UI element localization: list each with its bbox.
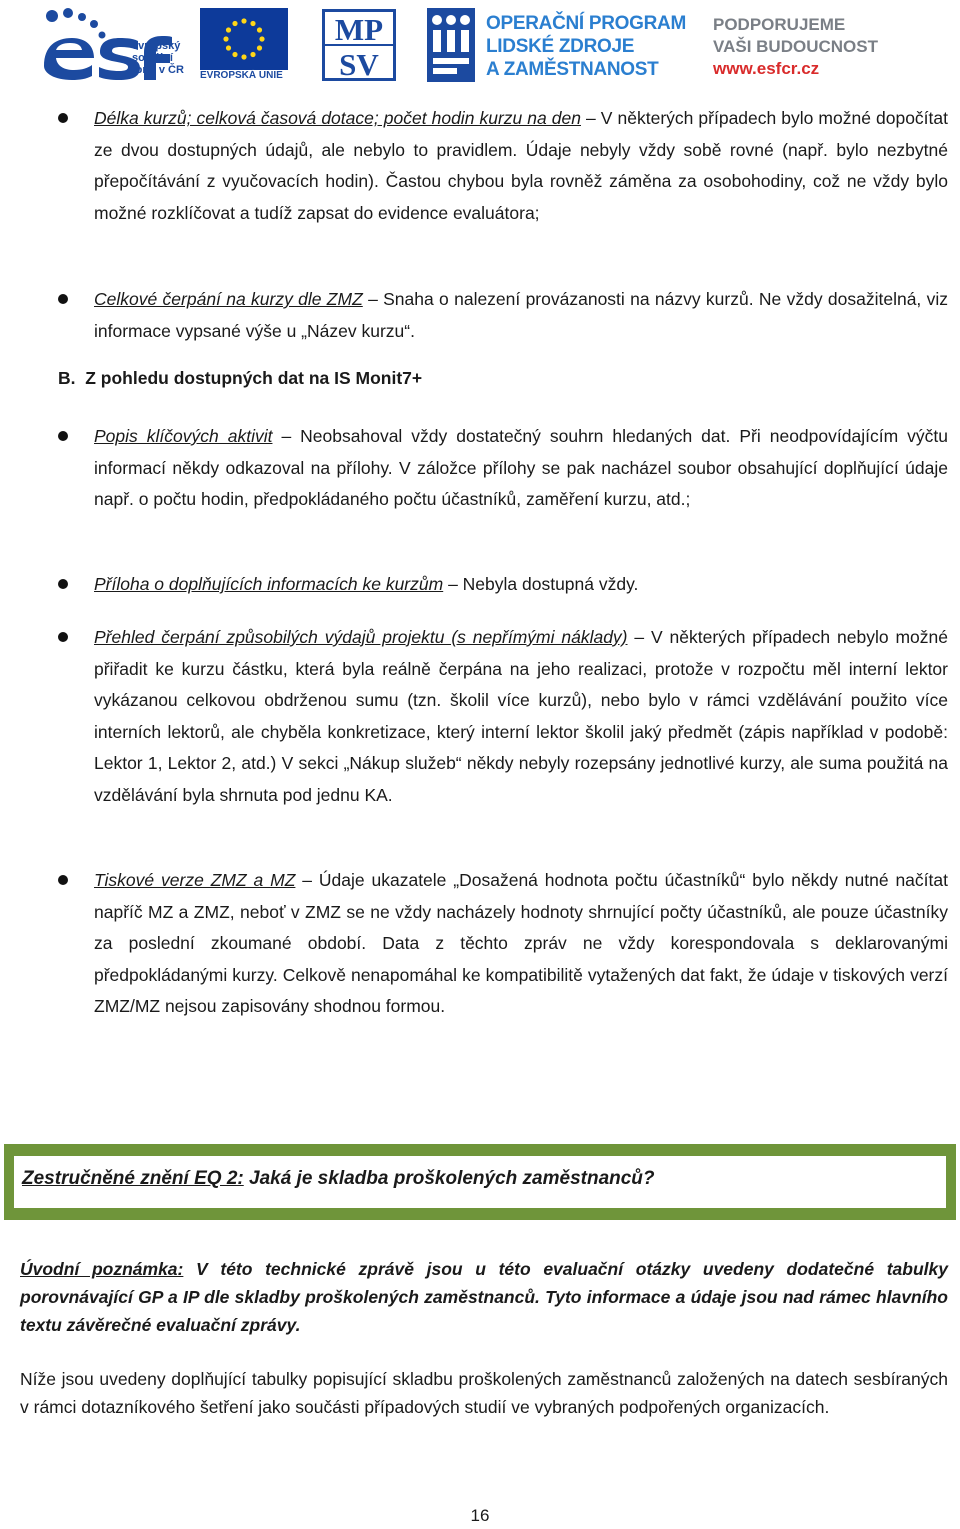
item-keyword: Příloha o doplňujících informacích ke kurzům [94,574,444,594]
eu-flag [200,8,288,70]
esf-line-3: fond v ČR [132,64,184,76]
item-text: – Neobsahoval vždy dostatečný souhrn hledaných dat. Při neodpovídajícím výčtu informací někdy odkazoval na přílohy. V záložce přílohy se pak nacházel soubor obsahující doplňující údaje např. o počtu hodin, předpokládaného počtu účastníků, zaměření kurzu, atd.; [94,426,948,510]
item-keyword: Tiskové verze ZMZ a MZ [94,870,296,890]
bullet-dot-icon [58,579,68,589]
op-line-3: A ZAMĚSTNANOST [486,59,659,80]
item-text: – Snaha o nalezení provázanosti na názvy kurzů. Ne vždy dosažitelná, viz informace vypsané výše u „Název kurzu“. [94,289,948,341]
item-keyword: Délka kurzů; celková časová dotace; počet hodin kurzu na den [94,108,581,128]
item-text: – Nebyla dostupná vždy. [443,574,639,594]
esf-logo-text [132,40,184,76]
intro-note-label: Úvodní poznámka: [20,1259,184,1279]
eq-label: Zestručněné znění EQ 2: [22,1168,244,1189]
eq-question-title [22,1168,655,1190]
eq-question: Jaká je skladba proškolených zaměstnanců? [243,1168,655,1189]
op-line-2: LIDSKÉ ZDROJE [486,36,635,57]
list-item [94,421,948,516]
intro-note-text: V této technické zprávě jsou u této evaluační otázky uvedeny dodatečné tabulky porovnávající GP a IP dle skladby proškolených zaměstnanců. Tyto informace a údaje jsou nad rámec hlavního textu závěrečné evaluační zprávy. [20,1259,948,1335]
list-item [94,284,948,347]
support-slogan [713,14,878,80]
item-text: – V některých případech nebylo možné přiřadit ke kurzu částku, která byla reálně čerpána na jeho realizaci, protože v rozpočtu měl interní lektor vykázanou celkovou obdrženou sumu (tzn. školil více kurzů), nebo bylo v rámci vzdělávání použito více interních lektorů, ale chyběla konkretizace, který interní lektor školil jaký předmět (zápis například v podobě: Lektor 1, Lektor 2, atd.) V sekci „Nákup služeb“ někdy nebyly rozepsány jednotlivé kurzy, ale suma použitá na vzdělávání byla shrnuta pod jednu KA. [94,627,948,805]
list-item [94,865,948,1023]
esf-line-2: sociální [132,52,173,64]
bullet-dot-icon [58,294,68,304]
list-item [94,622,948,812]
mpsv-top: MP [334,12,384,47]
section-b-title: Z pohledu dostupných dat na IS Monit7+ [85,368,423,388]
bullet-dot-icon [58,632,68,642]
intro-note [20,1255,948,1339]
bullet-dot-icon [58,113,68,123]
bullet-dot-icon [58,875,68,885]
bullet-dot-icon [58,431,68,441]
item-keyword: Celkové čerpání na kurzy dle ZMZ [94,289,363,309]
section-b-heading [58,368,422,389]
support-line-1: PODPORUJEME [713,15,846,34]
list-item [94,103,948,229]
support-line-2: VAŠI BUDOUCNOST [713,37,878,56]
section-b-label: B. [58,368,76,388]
mpsv-bottom: SV [339,47,379,81]
list-item [94,569,948,601]
item-text: – V některých případech bylo možné dopočítat ze dvou dostupných údajů, ale nebylo to pravidlem. Údaje nebyly vždy sobě rovné (např. bylo nezbytné přepočítávání z vyučovacích hodin). Častou chybou byla rovněž záměna za osobohodiny, což ne vždy bylo možné rozklíčovat a tudíž zapsat do evidence evaluátora; [94,108,948,223]
op-program-mark-icon [427,8,477,82]
eu-stars-icon [200,8,288,70]
eu-label: EVROPSKÁ UNIE [200,70,283,81]
page-number: 16 [470,1506,490,1525]
mpsv-logo-icon [322,9,396,81]
support-url-link[interactable]: www.esfcr.cz [713,59,820,78]
header-logos [0,0,960,92]
op-program-title [486,12,686,81]
item-keyword: Popis klíčových aktivit [94,426,273,446]
item-text: – Údaje ukazatele „Dosažená hodnota počtu účastníků“ bylo někdy nutné načítat napříč MZ a ZMZ, neboť v ZMZ se ne vždy nacházely hodnoty shrnující počty účastníků, ale pouze účastníky za poslední zkoumané období. Data z těchto zpráv ne vždy korespondovala s deklarovanými předpokládanými kurzy. Celkově nenapomáhal ke kompatibilitě vytažených dat fakt, že údaje v tiskových verzí ZMZ/MZ nejsou zapisovány shodnou formou. [94,870,948,1017]
eq-question-box [4,1144,956,1220]
closing-paragraph: Níže jsou uvedeny doplňující tabulky popisující skladbu proškolených zaměstnanců založených na datech sesbíraných v rámci dotazníkového šetření jako součásti případových studií ve vybraných podpořených organizacích. [20,1369,948,1417]
op-line-1: OPERAČNÍ PROGRAM [486,13,686,34]
eq-question-inner [14,1156,946,1208]
item-keyword: Přehled čerpání způsobilých výdajů projektu (s nepřímými náklady) [94,627,628,647]
esf-line-1: evropský [132,40,181,52]
